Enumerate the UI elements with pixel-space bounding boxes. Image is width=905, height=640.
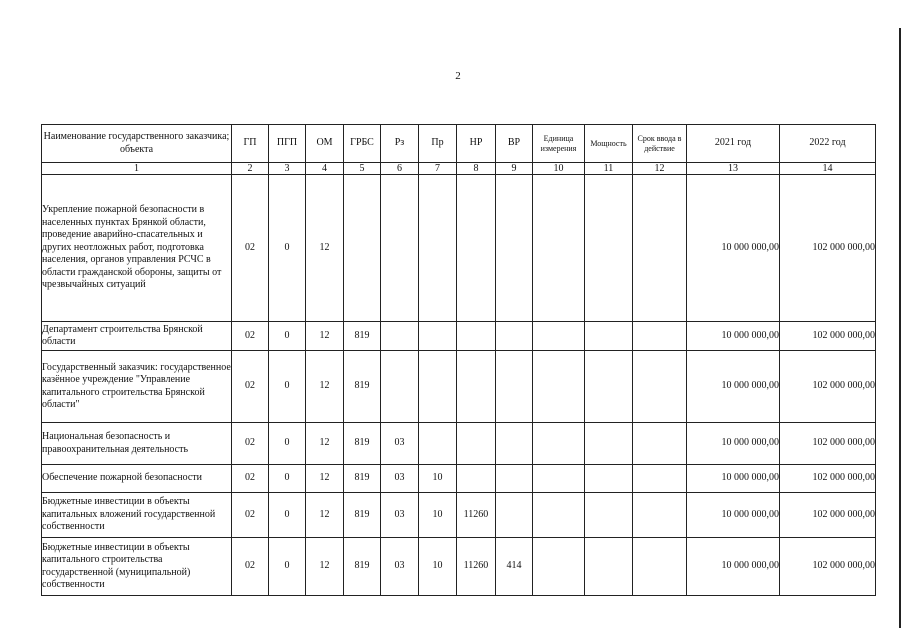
header-power: Мощность — [585, 125, 633, 163]
cell-pr: 10 — [419, 493, 457, 538]
column-number: 9 — [496, 163, 533, 175]
row-name: Укрепление пожарной безопасности в населенных пунктах Брянкой области, проведение аварийно-спасательных и других неотложных работ, подготовка населения, органов управления РСЧС в области гражданской обороны, защиты от чрезвычайных ситуаций — [42, 175, 232, 322]
cell-nr — [457, 423, 496, 465]
cell-2021: 10 000 000,00 — [687, 322, 780, 351]
cell-vr — [496, 465, 533, 493]
cell-grbs — [344, 175, 381, 322]
page-number: 2 — [455, 70, 461, 82]
cell-2021: 10 000 000,00 — [687, 423, 780, 465]
cell-unit — [533, 175, 585, 322]
table-row — [42, 465, 876, 493]
row-name: Обеспечение пожарной безопасности — [42, 465, 232, 493]
header-term: Срок ввода в действие — [633, 125, 687, 163]
cell-om: 12 — [306, 175, 344, 322]
cell-unit — [533, 493, 585, 538]
column-number: 7 — [419, 163, 457, 175]
cell-vr — [496, 351, 533, 423]
cell-om: 12 — [306, 465, 344, 493]
cell-2022: 102 000 000,00 — [780, 423, 876, 465]
cell-unit — [533, 351, 585, 423]
table-row — [42, 538, 876, 596]
cell-unit — [533, 465, 585, 493]
header-unit: Единица измерения — [533, 125, 585, 163]
header-pgp: ПГП — [269, 125, 306, 163]
cell-gp: 02 — [232, 351, 269, 423]
cell-om: 12 — [306, 351, 344, 423]
cell-gp: 02 — [232, 322, 269, 351]
row-name: Бюджетные инвестиции в объекты капитальных вложений государственной собственности — [42, 493, 232, 538]
table-row — [42, 322, 876, 351]
cell-om: 12 — [306, 493, 344, 538]
cell-gp: 02 — [232, 465, 269, 493]
cell-om: 12 — [306, 423, 344, 465]
cell-rz: 03 — [381, 465, 419, 493]
column-number-row — [42, 163, 876, 175]
cell-vr — [496, 175, 533, 322]
cell-nr — [457, 322, 496, 351]
header-year-2021: 2021 год — [687, 125, 780, 163]
cell-rz: 03 — [381, 493, 419, 538]
cell-rz: 03 — [381, 538, 419, 596]
row-name: Национальная безопасность и правоохранительная деятельность — [42, 423, 232, 465]
cell-gp: 02 — [232, 538, 269, 596]
cell-unit — [533, 322, 585, 351]
cell-pr: 10 — [419, 465, 457, 493]
cell-power — [585, 465, 633, 493]
cell-pr — [419, 175, 457, 322]
table-row — [42, 423, 876, 465]
cell-term — [633, 351, 687, 423]
cell-power — [585, 351, 633, 423]
table-row — [42, 175, 876, 322]
cell-pr — [419, 423, 457, 465]
cell-pgp: 0 — [269, 538, 306, 596]
cell-term — [633, 322, 687, 351]
cell-pgp: 0 — [269, 175, 306, 322]
cell-grbs: 819 — [344, 465, 381, 493]
column-number: 13 — [687, 163, 780, 175]
header-year-2022: 2022 год — [780, 125, 876, 163]
column-number: 11 — [585, 163, 633, 175]
cell-pr: 10 — [419, 538, 457, 596]
cell-gp: 02 — [232, 493, 269, 538]
header-vr: ВР — [496, 125, 533, 163]
table-row — [42, 493, 876, 538]
cell-term — [633, 423, 687, 465]
cell-power — [585, 423, 633, 465]
cell-2021: 10 000 000,00 — [687, 493, 780, 538]
cell-nr — [457, 465, 496, 493]
cell-gp: 02 — [232, 175, 269, 322]
cell-power — [585, 322, 633, 351]
row-name: Бюджетные инвестиции в объекты капитального строительства государственной (муниципальной) собственности — [42, 538, 232, 596]
cell-2021: 10 000 000,00 — [687, 538, 780, 596]
cell-vr — [496, 322, 533, 351]
cell-pr — [419, 322, 457, 351]
cell-vr — [496, 493, 533, 538]
column-number: 2 — [232, 163, 269, 175]
column-number: 14 — [780, 163, 876, 175]
cell-grbs: 819 — [344, 538, 381, 596]
column-number: 6 — [381, 163, 419, 175]
cell-power — [585, 493, 633, 538]
header-gp: ГП — [232, 125, 269, 163]
cell-nr — [457, 175, 496, 322]
cell-gp: 02 — [232, 423, 269, 465]
cell-vr: 414 — [496, 538, 533, 596]
cell-nr — [457, 351, 496, 423]
row-name: Департамент строительства Брянской области — [42, 322, 232, 351]
header-nr: НР — [457, 125, 496, 163]
cell-2021: 10 000 000,00 — [687, 351, 780, 423]
cell-rz — [381, 175, 419, 322]
cell-pgp: 0 — [269, 322, 306, 351]
cell-pr — [419, 351, 457, 423]
header-om: ОМ — [306, 125, 344, 163]
cell-2021: 10 000 000,00 — [687, 465, 780, 493]
cell-rz: 03 — [381, 423, 419, 465]
cell-nr: 11260 — [457, 538, 496, 596]
column-number: 3 — [269, 163, 306, 175]
cell-rz — [381, 322, 419, 351]
cell-2022: 102 000 000,00 — [780, 351, 876, 423]
cell-grbs: 819 — [344, 423, 381, 465]
header-grbs: ГРБС — [344, 125, 381, 163]
column-number: 10 — [533, 163, 585, 175]
cell-term — [633, 175, 687, 322]
cell-pgp: 0 — [269, 493, 306, 538]
cell-unit — [533, 423, 585, 465]
table-row — [42, 351, 876, 423]
cell-unit — [533, 538, 585, 596]
cell-om: 12 — [306, 322, 344, 351]
cell-term — [633, 493, 687, 538]
table-header-row — [42, 125, 876, 163]
cell-rz — [381, 351, 419, 423]
row-name: Государственный заказчик: государственное казённое учреждение "Управление капитального строительства Брянской области" — [42, 351, 232, 423]
cell-grbs: 819 — [344, 351, 381, 423]
scan-edge-line — [899, 28, 901, 628]
cell-pgp: 0 — [269, 423, 306, 465]
cell-term — [633, 465, 687, 493]
cell-pgp: 0 — [269, 351, 306, 423]
cell-pgp: 0 — [269, 465, 306, 493]
cell-term — [633, 538, 687, 596]
cell-vr — [496, 423, 533, 465]
cell-2022: 102 000 000,00 — [780, 493, 876, 538]
cell-power — [585, 175, 633, 322]
header-rz: Рз — [381, 125, 419, 163]
cell-grbs: 819 — [344, 322, 381, 351]
column-number: 1 — [42, 163, 232, 175]
cell-om: 12 — [306, 538, 344, 596]
cell-2022: 102 000 000,00 — [780, 175, 876, 322]
cell-2021: 10 000 000,00 — [687, 175, 780, 322]
cell-2022: 102 000 000,00 — [780, 465, 876, 493]
header-name: Наименование государственного заказчика; объекта — [42, 125, 232, 163]
column-number: 4 — [306, 163, 344, 175]
cell-grbs: 819 — [344, 493, 381, 538]
budget-table — [41, 124, 876, 596]
column-number: 12 — [633, 163, 687, 175]
column-number: 5 — [344, 163, 381, 175]
column-number: 8 — [457, 163, 496, 175]
header-pr: Пр — [419, 125, 457, 163]
cell-2022: 102 000 000,00 — [780, 538, 876, 596]
cell-power — [585, 538, 633, 596]
cell-nr: 11260 — [457, 493, 496, 538]
cell-2022: 102 000 000,00 — [780, 322, 876, 351]
